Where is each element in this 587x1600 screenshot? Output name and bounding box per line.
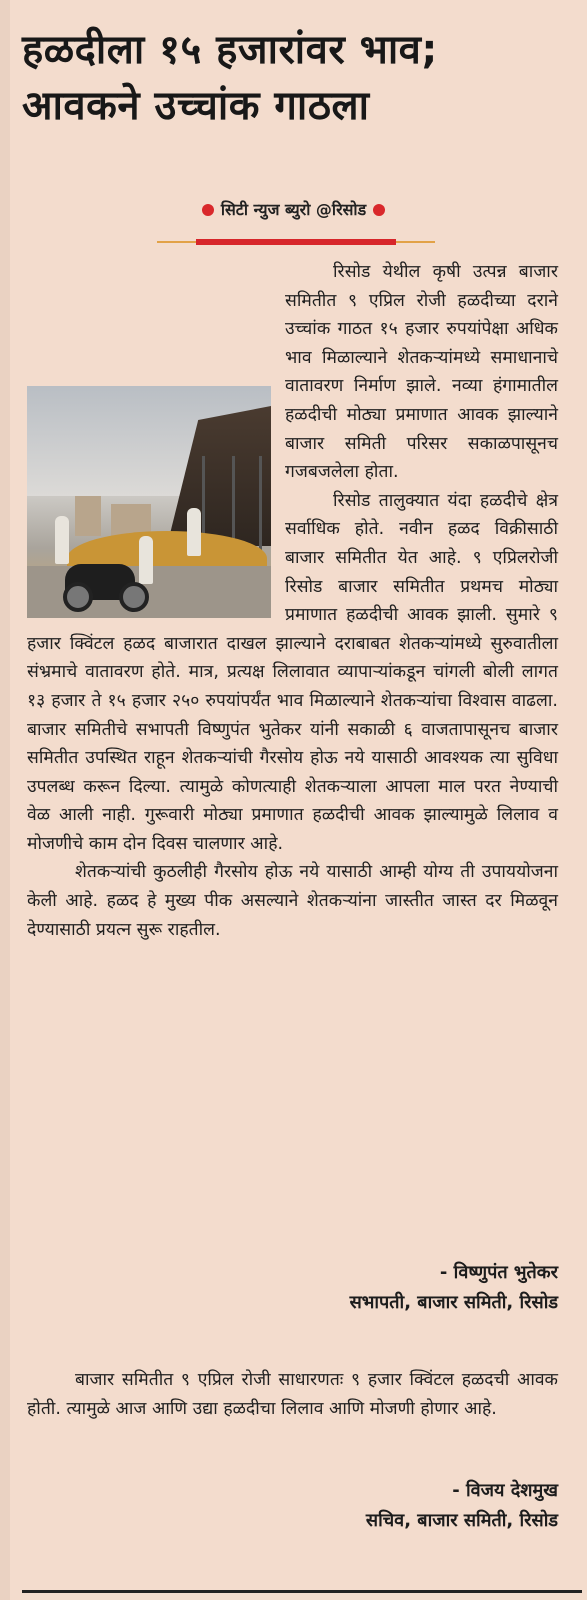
- quote-name: - विष्णुपंत भुतेकर: [439, 1262, 558, 1283]
- paragraph: रिसोड तालुक्यात यंदा हळदीचे क्षेत्र सर्वाधिक होते. नवीन हळद विक्रीसाठी बाजार समितीत येत आहे. ९ एप्रिलरोजी रिसोड बाजार समितीत प्रथमच मोठ्या प्रमाणात हळदीची आवक झाली. सुमारे ९ हजार क्विंटल हळद बाजारात दाखल झाल्याने दराबाबत शेतकऱ्यांमध्ये सुरुवातीला संभ्रमाचे वातावरण होते. मात्र, प्रत्यक्ष लिलावात व्यापाऱ्यांकडून चांगली बोली लागत १३ हजार ते १५ हजार २५० रुपयांपर्यंत भाव मिळाल्याने शेतकऱ्यांचा विश्वास वाढला. बाजार समितीचे सभापती विष्णुपंत भुतेकर यांनी सकाळी ६ वाजतापासूनच बाजार समितीत उपस्थित राहून शेतकऱ्यांची गैरसोय होऊ नये यासाठी आवश्यक त्या सुविधा उपलब्ध करून दिल्या. त्यामुळे कोणत्याही शेतकऱ्याला आपला माल परत नेण्याची वेळ आली नाही. गुरूवारी मोठ्या प्रमाणात हळदीची आवक झाल्यामुळे लिलाव व मोजणीचे काम दोन दिवस चालणार आहे.: [27, 490, 558, 854]
- headline-line-2: आवकने उच्चांक गाठला: [22, 83, 370, 129]
- headline-line-1: हळदीला १५ हजारांवर भाव;: [22, 27, 438, 73]
- paragraph: बाजार समितीत ९ एप्रिल रोजी साधारणतः ९ हजार क्विंटल हळदची आवक होती. त्यामुळे आज आणि उद्या हळदीचा लिलाव आणि मोजणी होणार आहे.: [27, 1370, 558, 1419]
- headline: [22, 22, 577, 134]
- paragraph: रिसोड येथील कृषी उत्पन्न बाजार समितीत ९ एप्रिल रोजी हळदीच्या दराने उच्चांक गाठत १५ हजार रुपयांपेक्षा अधिक भाव मिळाल्याने शेतकऱ्यांमध्ये समाधानाचे वातावरण निर्माण झाले. नव्या हंगामातील हळदीची मोठ्या प्रमाणात आवक झाल्याने बाजार समिती परिसर सकाळपासूनच गजबजलेला होता.: [285, 262, 558, 483]
- bottom-rule: [22, 1590, 582, 1593]
- quote-attribution-1: [27, 1258, 558, 1318]
- quote-title: सचिव, बाजार समिती, रिसोड: [365, 1510, 558, 1531]
- article-body: [27, 258, 558, 944]
- byline: [0, 198, 587, 220]
- market-photo: [27, 386, 271, 618]
- quote-attribution-2: [27, 1476, 558, 1536]
- bullet-dot-icon: [373, 204, 385, 216]
- quote-name: - विजय देशमुख: [452, 1480, 558, 1501]
- bullet-dot-icon: [202, 204, 214, 216]
- quote-title: सभापती, बाजार समिती, रिसोड: [349, 1292, 558, 1313]
- secondary-quote: [27, 1366, 558, 1423]
- byline-text: सिटी न्युज ब्युरो @रिसोड: [220, 200, 367, 219]
- page-edge: [0, 0, 10, 1600]
- byline-rule-accent: [196, 239, 396, 245]
- paragraph: शेतकऱ्यांची कुठलीही गैरसोय होऊ नये यासाठी आम्ही योग्य ती उपाययोजना केली आहे. हळद हे मुख्य पीक असल्याने शेतकऱ्यांना जास्तीत जास्त दर मिळवून देण्यासाठी प्रयत्न सुरू राहतील.: [27, 862, 558, 940]
